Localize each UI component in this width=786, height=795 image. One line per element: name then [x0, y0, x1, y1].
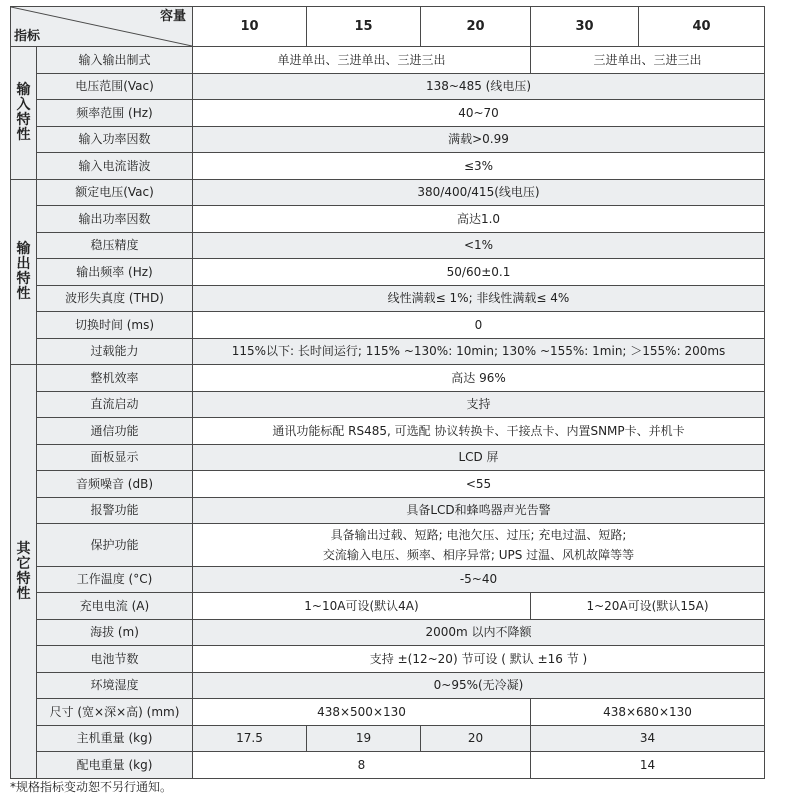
table-row	[11, 153, 765, 180]
cell-value: 具备LCD和蜂鸣器声光告警	[193, 498, 765, 524]
cell-value: 0	[193, 312, 765, 339]
capacity-header-label: 容量	[159, 9, 186, 24]
table-row	[11, 206, 765, 233]
table-row	[11, 673, 765, 699]
table-row	[11, 339, 765, 365]
row-label: 充电电流 (A)	[37, 593, 193, 620]
row-label: 工作温度 (°C)	[37, 567, 193, 593]
table-row	[11, 498, 765, 524]
row-label: 输出功率因数	[37, 206, 193, 233]
row-label: 尺寸 (宽×深×高) (mm)	[37, 699, 193, 726]
cell-value: 1~20A可设(默认15A)	[531, 593, 765, 620]
table-row	[11, 233, 765, 259]
protection-line-2: 交流输入电压、频率、相序异常; UPS 过温、风机故障等等	[322, 548, 635, 562]
cell-value: 50/60±0.1	[193, 259, 765, 286]
category-output: 输出特性	[11, 180, 37, 365]
cell-value: 138~485 (线电压)	[193, 74, 765, 100]
cell-value: 支持 ±(12~20) 节可设 ( 默认 ±16 节 )	[193, 646, 765, 673]
table-row	[11, 286, 765, 312]
spec-table	[10, 6, 765, 779]
cell-value: 115%以下: 长时间运行; 115% ~130%: 10min; 130% ~155%: 1min; ＞155%: 200ms	[193, 339, 765, 365]
table-row	[11, 180, 765, 206]
cell-value: 0~95%(无冷凝)	[193, 673, 765, 699]
cell-value: 通讯功能标配 RS485, 可选配 协议转换卡、干接点卡、内置SNMP卡、并机卡	[193, 418, 765, 445]
row-label: 主机重量 (kg)	[37, 726, 193, 752]
row-label: 整机效率	[37, 365, 193, 392]
cell-value: ≤3%	[193, 153, 765, 180]
table-row	[11, 259, 765, 286]
cell-value: 17.5	[193, 726, 307, 752]
cell-value: -5~40	[193, 567, 765, 593]
table-row	[11, 752, 765, 779]
row-label: 输入功率因数	[37, 127, 193, 153]
protection-line-1: 具备输出过载、短路; 电池欠压、过压; 充电过温、短路;	[330, 528, 627, 542]
cell-value: 40~70	[193, 100, 765, 127]
cell-value: 线性满载≤ 1%; 非线性满载≤ 4%	[193, 286, 765, 312]
table-row	[11, 726, 765, 752]
table-row	[11, 567, 765, 593]
table-row	[11, 445, 765, 471]
index-header-label: 指标	[14, 29, 41, 44]
row-label: 环境湿度	[37, 673, 193, 699]
cell-value: 支持	[193, 392, 765, 418]
cell-value: 34	[531, 726, 765, 752]
row-label: 输入输出制式	[37, 47, 193, 74]
cell-value: 438×680×130	[531, 699, 765, 726]
row-label: 电压范围(Vac)	[37, 74, 193, 100]
cell-value: 高达1.0	[193, 206, 765, 233]
table-row	[11, 74, 765, 100]
row-label: 报警功能	[37, 498, 193, 524]
capacity-20-header: 20	[421, 7, 531, 47]
row-label: 频率范围 (Hz)	[37, 100, 193, 127]
footnote: *规格指标变动恕不另行通知。	[10, 780, 173, 794]
row-label: 直流启动	[37, 392, 193, 418]
cell-value: 20	[421, 726, 531, 752]
row-label: 面板显示	[37, 445, 193, 471]
table-row	[11, 471, 765, 498]
header-row	[11, 7, 765, 47]
table-row	[11, 127, 765, 153]
table-row	[11, 47, 765, 74]
category-other: 其它特性	[11, 365, 37, 779]
cell-value: 满载>0.99	[193, 127, 765, 153]
row-label: 切换时间 (ms)	[37, 312, 193, 339]
row-label: 音频噪音 (dB)	[37, 471, 193, 498]
cell-value: 高达 96%	[193, 365, 765, 392]
table-row	[11, 312, 765, 339]
cell-value: 380/400/415(线电压)	[193, 180, 765, 206]
row-label: 额定电压(Vac)	[37, 180, 193, 206]
row-label: 输出频率 (Hz)	[37, 259, 193, 286]
table-row	[11, 524, 765, 567]
capacity-10-header: 10	[193, 7, 307, 47]
cell-value: 8	[193, 752, 531, 779]
table-row	[11, 620, 765, 646]
cell-value: LCD 屏	[193, 445, 765, 471]
table-row	[11, 593, 765, 620]
cell-value: 单进单出、三进单出、三进三出	[193, 47, 531, 74]
header-corner-cell	[11, 7, 193, 47]
row-label: 保护功能	[37, 524, 193, 567]
row-label: 配电重量 (kg)	[37, 752, 193, 779]
cell-value: <55	[193, 471, 765, 498]
cell-value: <1%	[193, 233, 765, 259]
cell-value: 438×500×130	[193, 699, 531, 726]
capacity-30-header: 30	[531, 7, 639, 47]
cell-value: 19	[307, 726, 421, 752]
cell-value: 三进单出、三进三出	[531, 47, 765, 74]
row-label: 稳压精度	[37, 233, 193, 259]
table-row	[11, 418, 765, 445]
table-row	[11, 699, 765, 726]
table-row	[11, 365, 765, 392]
cell-value: 14	[531, 752, 765, 779]
row-label: 电池节数	[37, 646, 193, 673]
table-row	[11, 392, 765, 418]
row-label: 海拔 (m)	[37, 620, 193, 646]
capacity-40-header: 40	[639, 7, 765, 47]
cell-value: 1~10A可设(默认4A)	[193, 593, 531, 620]
cell-value: 2000m 以内不降额	[193, 620, 765, 646]
table-row	[11, 100, 765, 127]
row-label: 波形失真度 (THD)	[37, 286, 193, 312]
capacity-15-header: 15	[307, 7, 421, 47]
row-label: 输入电流谐波	[37, 153, 193, 180]
category-input: 输入特性	[11, 47, 37, 180]
cell-value-multiline	[193, 524, 765, 567]
row-label: 通信功能	[37, 418, 193, 445]
row-label: 过载能力	[37, 339, 193, 365]
table-row	[11, 646, 765, 673]
